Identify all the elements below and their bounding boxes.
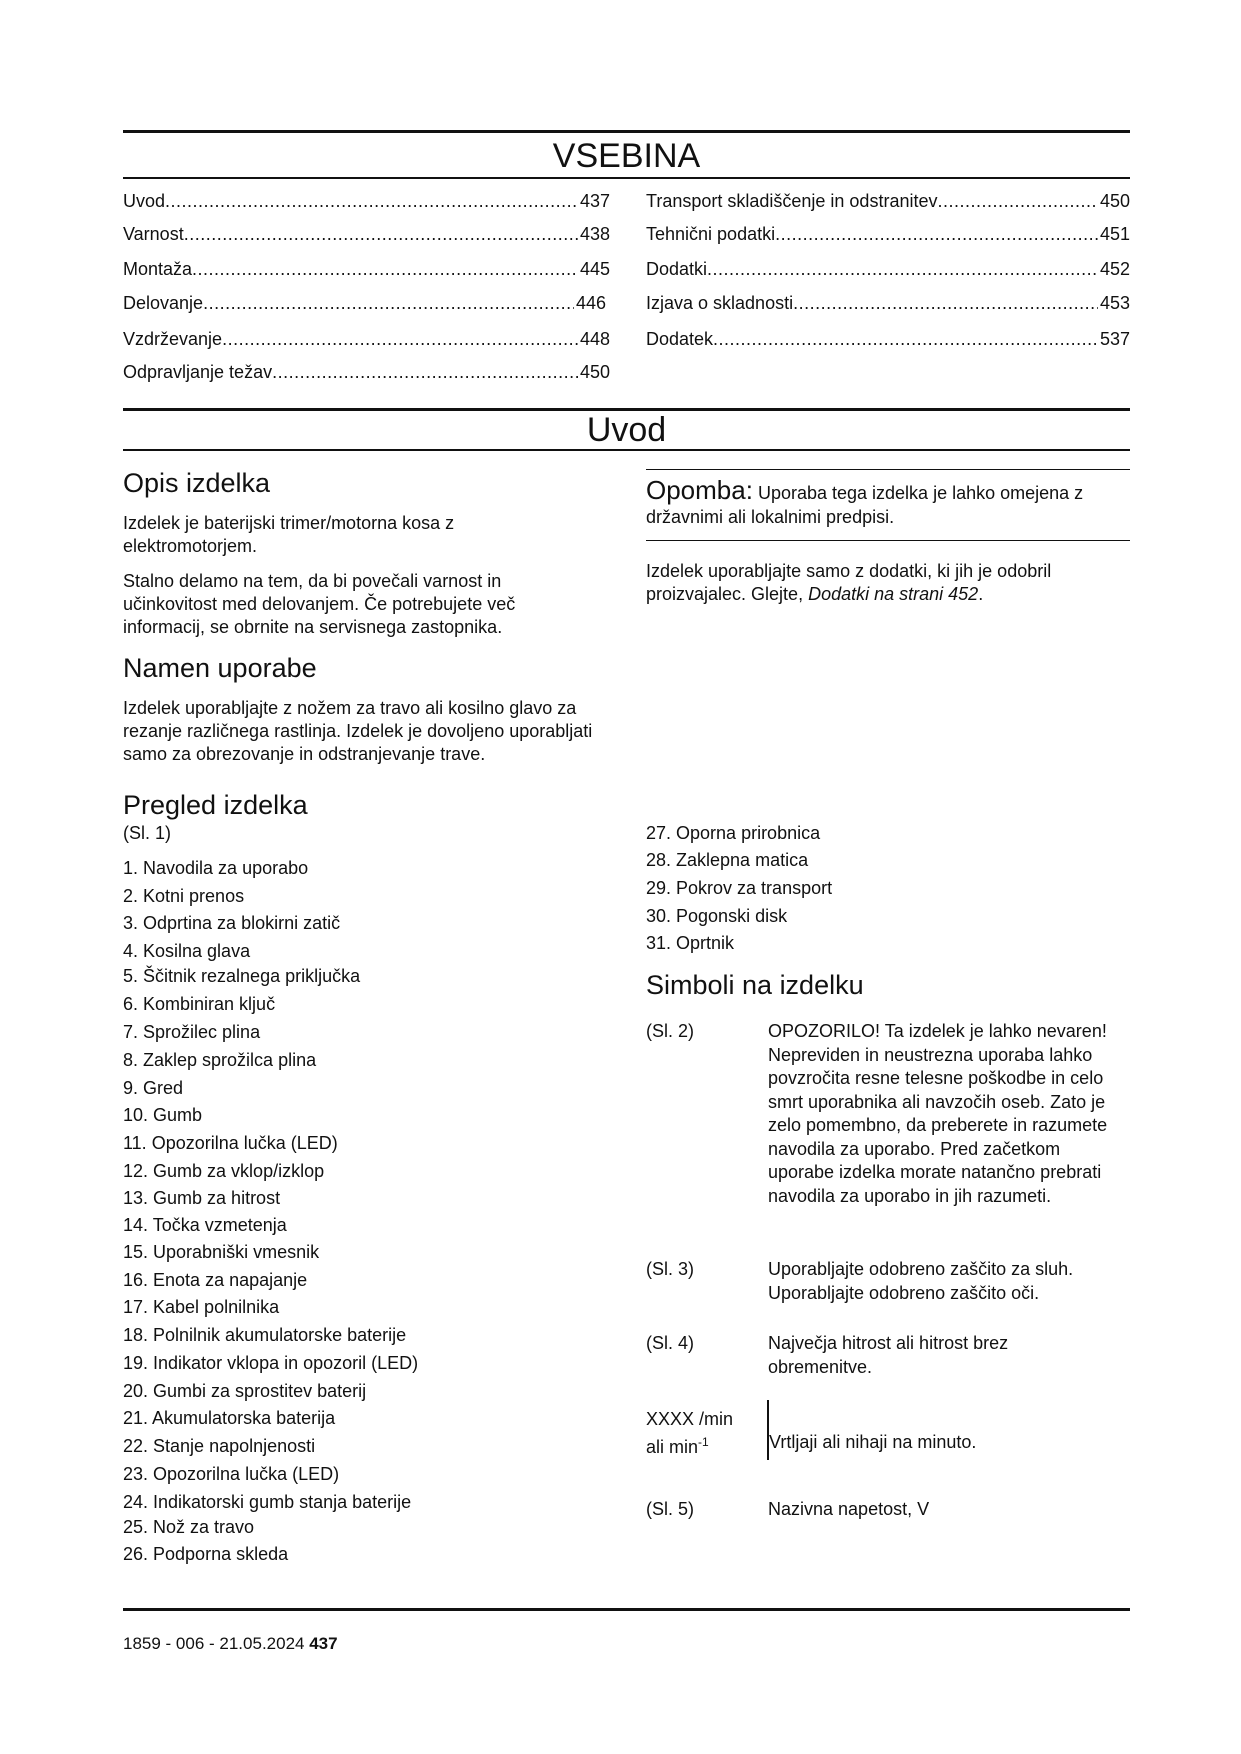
accessories-link[interactable]: Dodatki na strani 452 [808,584,979,604]
list-item: 28. Zaklepna matica [646,850,809,870]
list-item: 23. Opozorilna lučka (LED) [123,1464,340,1484]
toc-top-rule [123,130,1130,133]
symbol-text: Vrtljaji ali nihaji na minuto. [769,1432,977,1452]
toc-entry-montaza[interactable]: Montaža ..... 445 [123,258,610,280]
accessories-paragraph: Izdelek uporabljajte samo z dodatki, ki jih je odobril proizvajalec. Glejte, Dodatki na strani 452. [646,561,1052,604]
symbol-ref: (Sl. 5) [646,1499,695,1519]
symbol-ref-rpm: XXXX /min ali $\min^{-1}$ [646,1409,734,1457]
list-item: 11. Opozorilna lučka (LED) [123,1133,338,1153]
namen-paragraph: Izdelek uporabljajte z nožem za travo ali kosilno glavo za rezanje različnega rastlinja. Izdelek je dovoljeno uporabljati samo za obrezovanje in odstranjevanje trave. [123,698,593,764]
list-item: 14. Točka vzmetenja [123,1215,287,1235]
footer-page-number: 437 [309,1634,338,1653]
section-title: Uvod [586,411,667,449]
note-title: Opomba: [646,475,753,505]
note-top-rule [646,469,1130,470]
manual-page [123,0,1130,1754]
list-item: 21. Akumulatorska baterija [123,1408,336,1428]
toc-entry-odpravljanje[interactable]: Odpravljanje težav ..... 450 [123,361,610,383]
list-item: 12. Gumb za vklop/izklop [123,1161,325,1181]
opis-paragraph-1: Izdelek je baterijski trimer/motorna kosa z elektromotorjem. [123,513,455,556]
list-item: 4. Kosilna glava [123,941,251,961]
list-item: 19. Indikator vklopa in opozoril (LED) [123,1353,419,1373]
note-box [646,475,1130,529]
list-item: 3. Odprtina za blokirni zatič [123,913,341,933]
symbol-text: OPOZORILO! Ta izdelek je lahko nevaren! Nepreviden in neustrezna uporaba lahko povzročita resne telesne poškodbe in celo smrt uporabnika ali navzočih oseb. Zato je zelo pomembno, da preberete in razumete navodila za uporabo. Pred začetkom uporabe izdelka morate natančno prebrati navodila za uporabo in jih razumeti. [768,1021,1108,1206]
list-item: 5. Ščitnik rezalnega priključka [123,966,361,986]
toc-entry-varnost[interactable]: Varnost ..... 438 [123,223,610,245]
toc-entry-izjava[interactable]: Izjava o skladnosti ..... 453 [646,292,1130,314]
toc-entry-uvod[interactable]: Uvod ..... 437 [123,190,610,212]
list-item: 6. Kombiniran ključ [123,994,276,1014]
section-bottom-rule [123,449,1130,451]
footer [123,1633,338,1655]
list-item: 30. Pogonski disk [646,906,788,926]
footer-rule [123,1608,1130,1611]
opis-heading: Opis izdelka [123,468,271,498]
toc-title: VSEBINA [552,137,701,175]
toc-entry-delovanje[interactable]: Delovanje ..... 446 [123,292,606,314]
toc-entry-tehnicni[interactable]: Tehnični podatki ..... 451 [646,223,1130,245]
list-item: 1. Navodila za uporabo [123,858,309,878]
pregled-heading: Pregled izdelka [123,790,308,820]
list-item: 15. Uporabniški vmesnik [123,1242,320,1262]
list-item: 10. Gumb [123,1105,203,1125]
list-item: 25. Nož za travo [123,1517,255,1537]
toc-entry-dodatki[interactable]: Dodatki ..... 452 [646,258,1130,280]
namen-heading: Namen uporabe [123,653,317,683]
symbol-ref: (Sl. 3) [646,1259,695,1279]
list-item: 2. Kotni prenos [123,886,245,906]
symbol-ref: (Sl. 2) [646,1021,695,1041]
list-item: 20. Gumbi za sprostitev baterij [123,1381,367,1401]
list-item: 9. Gred [123,1078,184,1098]
toc-entry-transport[interactable]: Transport skladiščenje in odstranitev ..... 450 [646,190,1130,212]
list-item: 31. Oprtnik [646,933,735,953]
list-item: 29. Pokrov za transport [646,878,833,898]
list-item: 24. Indikatorski gumb stanja baterije [123,1492,412,1512]
symbol-ref: (Sl. 4) [646,1333,695,1353]
note-text: Uporaba tega izdelka je lahko omejena z državnimi ali lokalnimi predpisi. [646,483,1084,527]
list-item: 13. Gumb za hitrost [123,1188,281,1208]
list-item: 27. Oporna prirobnica [646,823,821,843]
pregled-figure-ref: (Sl. 1) [123,823,172,843]
list-item: 26. Podporna skleda [123,1544,289,1564]
toc-entry-dodatek[interactable]: Dodatek ..... 537 [646,328,1130,350]
list-item: 17. Kabel polnilnika [123,1297,280,1317]
list-item: 22. Stanje napolnjenosti [123,1436,316,1456]
toc-entry-vzdrzevanje[interactable]: Vzdrževanje ..... 448 [123,328,610,350]
list-item: 18. Polnilnik akumulatorske baterije [123,1325,407,1345]
footer-doc-id: 1859 - 006 - 21.05.2024 [123,1634,305,1653]
symbol-text: Nazivna napetost, V [768,1499,930,1519]
list-item: 8. Zaklep sprožilca plina [123,1050,317,1070]
symbol-text: Uporabljajte odobreno zaščito za sluh. Uporabljajte odobreno zaščito oči. [768,1259,1074,1303]
list-item: 7. Sprožilec plina [123,1022,261,1042]
symbol-text: Največja hitrost ali hitrost brez obremenitve. [768,1333,1009,1377]
opis-paragraph-2: Stalno delamo na tem, da bi povečali varnost in učinkovitost med delovanjem. Če potrebujete več informacij, se obrnite na servisnega zastopnika. [123,571,516,637]
toc-bottom-rule [123,177,1130,179]
list-item: 16. Enota za napajanje [123,1270,308,1290]
simboli-heading: Simboli na izdelku [646,970,864,1000]
note-bottom-rule [646,540,1130,541]
